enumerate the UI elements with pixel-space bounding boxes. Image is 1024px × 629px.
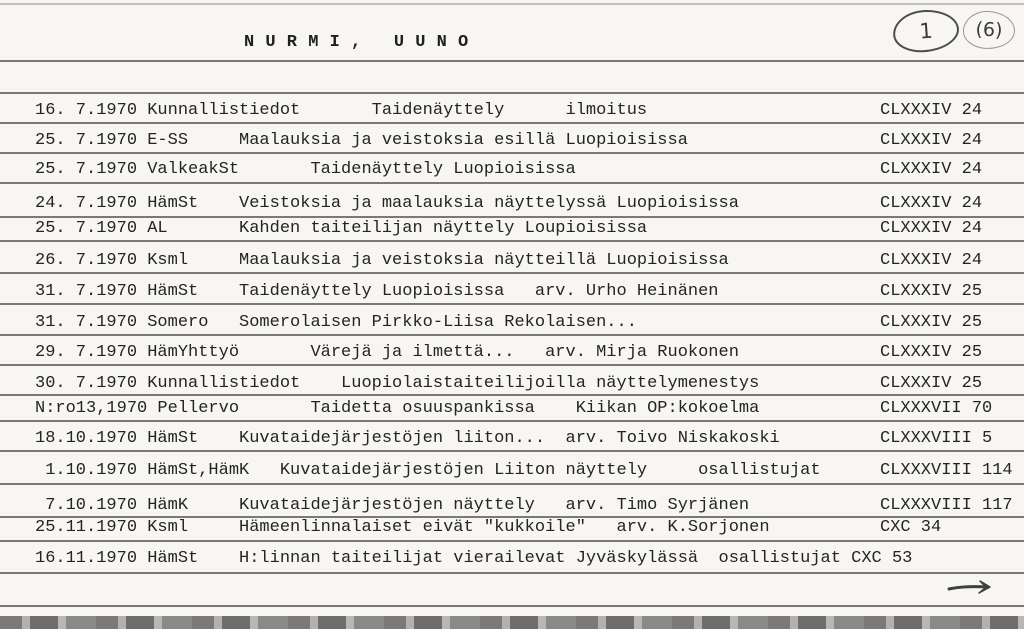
table-row bbox=[0, 101, 1024, 123]
entry-reference: CXC 34 bbox=[880, 518, 942, 537]
entry-reference: CLXXXIV 25 bbox=[880, 282, 983, 301]
entry-reference: CLXXXIV 24 bbox=[880, 219, 983, 238]
entry-reference: CLXXXIV 25 bbox=[880, 313, 983, 332]
handwritten-doc-count bbox=[962, 10, 1016, 51]
table-row bbox=[0, 549, 1024, 571]
entry-text: 30. 7.1970 Kunnallistiedot Luopiolaistaiteilijoilla näyttelymenestys bbox=[35, 374, 760, 393]
rule-line bbox=[0, 3, 1024, 5]
rule-line bbox=[0, 60, 1024, 62]
handwritten-page-number bbox=[892, 8, 961, 55]
entry-reference: CLXXXVIII 117 bbox=[880, 496, 1013, 515]
entry-text: 31. 7.1970 Somero Somerolaisen Pirkko-Liisa Rekolaisen... bbox=[35, 313, 637, 332]
entry-reference: CLXXXIV 25 bbox=[880, 374, 983, 393]
entry-reference: CLXXXVIII 114 bbox=[880, 461, 1013, 480]
rule-line bbox=[0, 572, 1024, 574]
table-row bbox=[0, 518, 1024, 540]
entry-text: 31. 7.1970 HämSt Taidenäyttely Luopioisissa arv. Urho Heinänen bbox=[35, 282, 719, 301]
rule-line bbox=[0, 92, 1024, 94]
entry-text: 24. 7.1970 HämSt Veistoksia ja maalauksia näyttelyssä Luopioisissa bbox=[35, 194, 739, 213]
entry-reference: CLXXXIV 24 bbox=[880, 160, 983, 179]
entry-text: 16. 7.1970 Kunnallistiedot Taidenäyttely ilmoitus bbox=[35, 101, 648, 120]
table-row bbox=[0, 160, 1024, 182]
entry-text: 29. 7.1970 HämYhttyö Värejä ja ilmettä... arv. Mirja Ruokonen bbox=[35, 343, 739, 362]
table-row bbox=[0, 429, 1024, 451]
rule-line bbox=[0, 182, 1024, 184]
entry-reference: CLXXXIV 24 bbox=[880, 251, 983, 270]
entry-reference: CLXXXIV 24 bbox=[880, 194, 983, 213]
rule-line bbox=[0, 216, 1024, 218]
entry-text: N:ro13,1970 Pellervo Taidetta osuuspankissa Kiikan OP:kokoelma bbox=[35, 399, 760, 418]
entry-text: 1.10.1970 HämSt,HämK Kuvataidejärjestöjen Liiton näyttely osallistujat bbox=[35, 461, 821, 480]
entry-text: 25. 7.1970 ValkeakSt Taidenäyttely Luopioisissa bbox=[35, 160, 576, 179]
entry-text: 25.11.1970 Ksml Hämeenlinnalaiset eivät "kukkoile" arv. K.Sorjonen bbox=[35, 518, 770, 537]
rule-line bbox=[0, 605, 1024, 607]
entry-text: 7.10.1970 HämK Kuvataidejärjestöjen näyttely arv. Timo Syrjänen bbox=[35, 496, 750, 515]
entry-text: 25. 7.1970 AL Kahden taiteilijan näyttely Loupioisissa bbox=[35, 219, 648, 238]
entry-text: 16.11.1970 HämSt H:linnan taiteilijat vierailevat Jyväskylässä osallistujat CXC 53 bbox=[35, 549, 913, 568]
table-row bbox=[0, 399, 1024, 421]
handwritten-arrow-right-icon bbox=[946, 574, 998, 600]
entry-text: 18.10.1970 HämSt Kuvataidejärjestöjen liiton... arv. Toivo Niskakoski bbox=[35, 429, 780, 448]
entry-reference: CLXXXVII 70 bbox=[880, 399, 993, 418]
table-row bbox=[0, 313, 1024, 335]
entry-text: 25. 7.1970 E-SS Maalauksia ja veistoksia esillä Luopioisissa bbox=[35, 131, 688, 150]
scan-edge-band bbox=[0, 616, 1024, 629]
table-row bbox=[0, 131, 1024, 153]
entry-reference: CLXXXIV 24 bbox=[880, 101, 983, 120]
table-row bbox=[0, 194, 1024, 216]
rule-line bbox=[0, 483, 1024, 485]
rule-line bbox=[0, 540, 1024, 542]
table-row bbox=[0, 461, 1024, 483]
entry-reference: CLXXXIV 25 bbox=[880, 343, 983, 362]
table-row bbox=[0, 282, 1024, 304]
entry-reference: CLXXXIV 24 bbox=[880, 131, 983, 150]
table-row bbox=[0, 374, 1024, 396]
table-row bbox=[0, 343, 1024, 365]
entry-text: 26. 7.1970 Ksml Maalauksia ja veistoksia näytteillä Luopioisissa bbox=[35, 251, 729, 270]
doc-count-text: (6) bbox=[974, 18, 1004, 42]
entry-reference: CLXXXVIII 5 bbox=[880, 429, 993, 448]
table-row bbox=[0, 496, 1024, 518]
page-title: N U R M I , U U N O bbox=[244, 33, 469, 52]
table-row bbox=[0, 251, 1024, 273]
page-number-text: 1 bbox=[918, 18, 934, 44]
table-row bbox=[0, 219, 1024, 241]
